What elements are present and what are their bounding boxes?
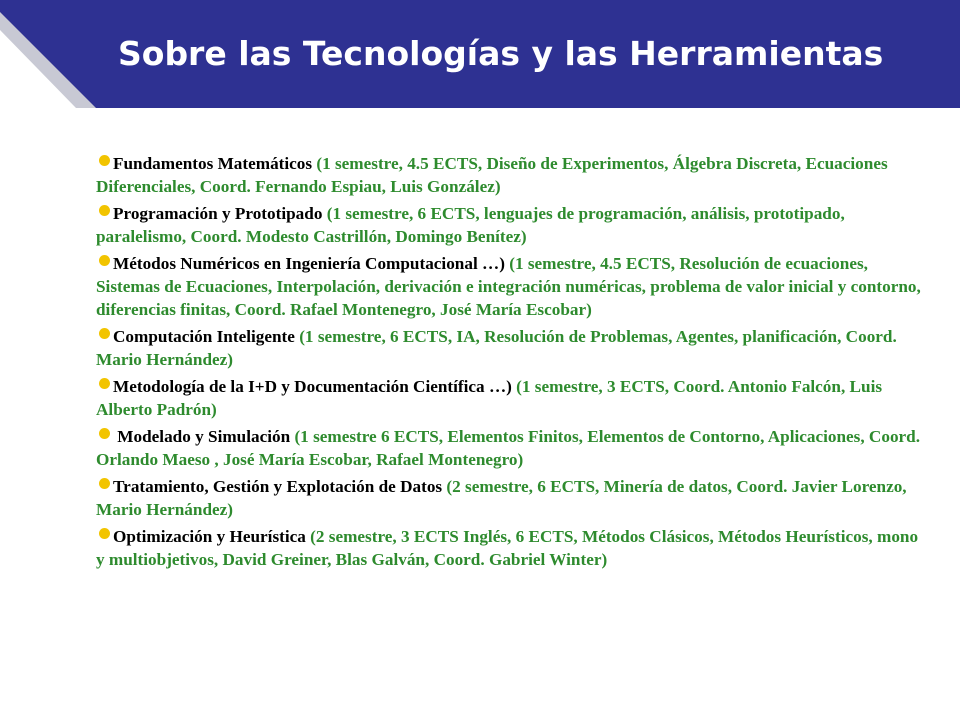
item-description: (2 semestre, 6 ECTS, Minería de datos, Coord. Javier Lorenzo, Mario Hernández) xyxy=(96,477,907,520)
bullet-dot-icon xyxy=(99,528,110,539)
item-description: (1 semestre, 6 ECTS, IA, Resolución de Problemas, Agentes, planificación, Coord. Mario Hernández) xyxy=(96,327,897,370)
bullet-dot-icon xyxy=(99,428,110,439)
list-item xyxy=(96,252,922,322)
item-title: Metodología de la I+D y Documentación Científica …) xyxy=(113,377,512,397)
item-description: (1 semestre 6 ECTS, Elementos Finitos, Elementos de Contorno, Aplicaciones, Coord. Orlando Maeso , José María Escobar, Rafael Montenegro) xyxy=(96,427,921,470)
bullet-dot-icon xyxy=(99,478,110,489)
item-title: Métodos Numéricos en Ingeniería Computacional …) xyxy=(113,254,505,273)
item-title: Programación y Prototipado xyxy=(113,204,323,223)
bullet-dot-icon xyxy=(99,378,110,389)
bullet-dot-icon xyxy=(99,205,110,216)
item-description: (2 semestre, 3 ECTS Inglés, 6 ECTS, Métodos Clásicos, Métodos Heurísticos, mono y multiobjetivos, David Greiner, Blas Galván, Coord. Gabriel Winter) xyxy=(96,527,919,570)
item-title: Optimización y Heurística xyxy=(113,527,306,547)
list-item xyxy=(96,425,922,471)
list-item xyxy=(96,202,922,248)
item-description: (1 semestre, 4.5 ECTS, Resolución de ecuaciones, Sistemas de Ecuaciones, Interpolación, derivación e integración numéricas, problema de valor inicial y contorno, diferencias finitas, Coord. Rafael Montenegro, José María Escobar) xyxy=(96,254,921,320)
item-title: Modelado y Simulación xyxy=(113,427,291,447)
item-title: Tratamiento, Gestión y Explotación de Datos xyxy=(113,477,443,497)
bullet-dot-icon xyxy=(99,328,110,339)
bullet-dot-icon xyxy=(99,255,110,266)
item-description: (1 semestre, 4.5 ECTS, Diseño de Experimentos, Álgebra Discreta, Ecuaciones Diferenciales, Coord. Fernando Espiau, Luis González) xyxy=(96,154,888,197)
list-item xyxy=(96,152,922,198)
list-item xyxy=(96,325,922,371)
list-item xyxy=(96,375,922,421)
list-item xyxy=(96,525,922,571)
list-item xyxy=(96,475,922,521)
item-description: (1 semestre, 6 ECTS, lenguajes de programación, análisis, prototipado, paralelismo, Coord. Modesto Castrillón, Domingo Benítez) xyxy=(96,204,845,247)
slide-title: Sobre las Tecnologías y las Herramientas xyxy=(118,34,884,73)
topic-list xyxy=(96,152,922,575)
item-title: Fundamentos Matemáticos xyxy=(113,154,313,173)
header-banner xyxy=(0,0,960,108)
item-title: Computación Inteligente xyxy=(113,327,295,347)
item-description: (1 semestre, 3 ECTS, Coord. Antonio Falcón, Luis Alberto Padrón) xyxy=(96,377,883,420)
bullet-dot-icon xyxy=(99,155,110,166)
